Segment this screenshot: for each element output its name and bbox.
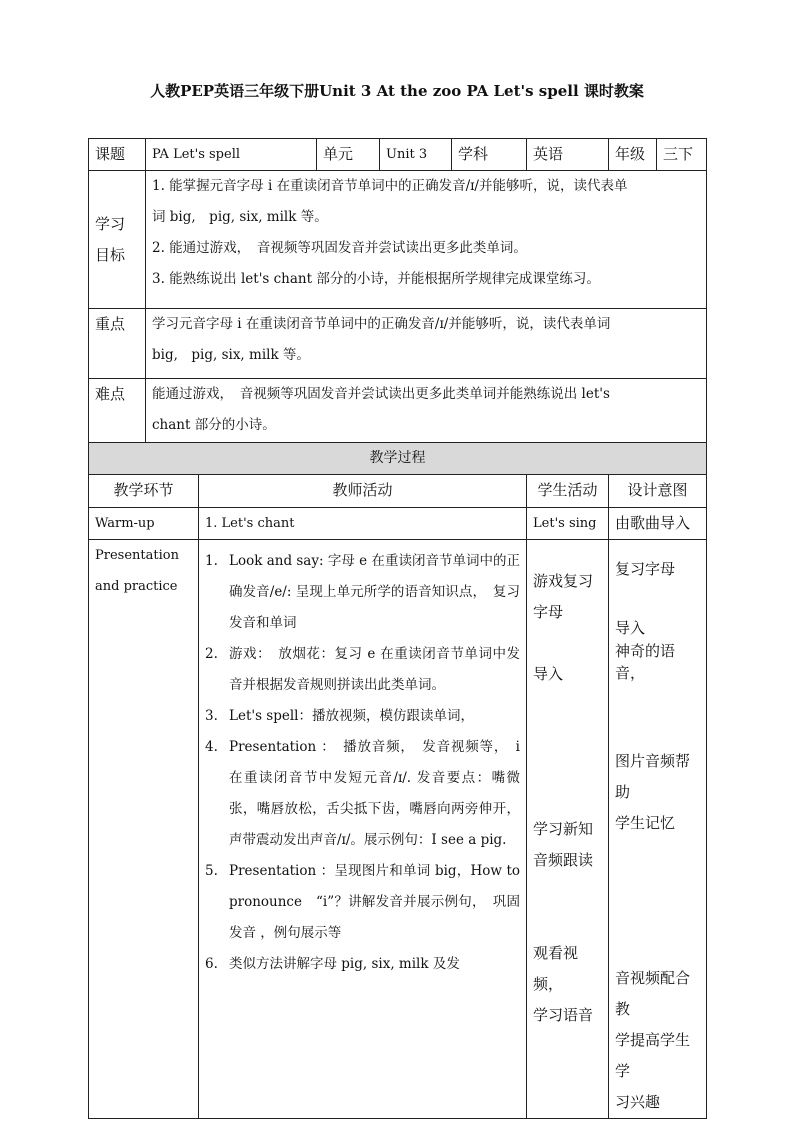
- unit-label: 单元: [317, 139, 380, 171]
- subject-value: 英语: [527, 139, 609, 171]
- key-points-label: 重点: [89, 309, 146, 379]
- teacher-step: 2. 游戏： 放烟花：复习 e 在重读闭音节单词中发音并根据发音规则拼读出此类单词。: [205, 646, 521, 693]
- teacher-step: 1. Look and say: 字母 e 在重读闭音节单词中的正确发音/e/: 呈现上单元所学的语音知识点， 复习发音和单词: [205, 553, 521, 631]
- difficulties-content: 能通过游戏， 音视频等巩固发音并尝试读出更多此类单词并能熟练说出 let's chant 部分的小诗。: [146, 379, 707, 443]
- grade-label: 年级: [609, 139, 657, 171]
- warmup-teacher: 1. Let's chant: [199, 508, 527, 540]
- col-header-design: 设计意图: [609, 475, 707, 508]
- objective-line: 2. 能通过游戏， 音视频等巩固发音并尝试读出更多此类单词。: [152, 240, 527, 256]
- col-header-stage: 教学环节: [89, 475, 199, 508]
- objectives-content: [146, 171, 707, 309]
- document-title: 人教PEP英语三年级下册Unit 3 At the zoo PA Let's spell 课时教案: [150, 82, 644, 100]
- presentation-student-activities: 游戏复习 字母 导入 学习新知 音频跟读 观看视频， 学习语音: [527, 540, 609, 1119]
- difficulties-label: 难点: [89, 379, 146, 443]
- warmup-stage: Warm-up: [89, 508, 199, 540]
- process-header: 教学过程: [89, 443, 707, 475]
- topic-value: PA Let's spell: [146, 139, 317, 171]
- col-header-student: 学生活动: [527, 475, 609, 508]
- teacher-step: 6. 类似方法讲解字母 pig, six, milk 及发: [205, 956, 460, 972]
- warmup-design: 由歌曲导入: [609, 508, 707, 540]
- lesson-plan-table: [88, 138, 707, 1119]
- key-points-content: 学习元音字母 i 在重读闭音节单词中的正确发音/ɪ/并能够听，说，读代表单词 big, pig, six, milk 等。: [146, 309, 707, 379]
- unit-value: Unit 3: [380, 139, 452, 171]
- subject-label: 学科: [452, 139, 527, 171]
- topic-label: 课题: [89, 139, 146, 171]
- col-header-teacher: 教师活动: [199, 475, 527, 508]
- objectives-label: 学习 目标: [89, 171, 146, 309]
- warmup-student: Let's sing: [527, 508, 609, 540]
- presentation-stage: Presentation and practice: [89, 540, 199, 1119]
- grade-value: 三下: [657, 139, 707, 171]
- teacher-step: 4. Presentation ： 播放音频， 发音视频等， i 在重读闭音节中发短元音/ɪ/. 发音要点：嘴微张，嘴唇放松，舌尖抵下齿，嘴唇向两旁伸开，声带震动发出声音/ɪ/。展示例句：I see a pig.: [205, 739, 521, 848]
- teacher-step: 5. Presentation ：呈现图片和单词 big，How to pronounce “i”？讲解发音并展示例句， 巩固发音 ，例句展示等: [205, 863, 521, 941]
- presentation-teacher-activities: [199, 540, 527, 1119]
- objective-line: 1. 能掌握元音字母 i 在重读闭音节单词中的正确发音/ɪ/并能够听，说，读代表单: [152, 178, 628, 194]
- objective-line: 词 big, pig, six, milk 等。: [152, 209, 328, 225]
- presentation-design-intent: 复习字母 导入 神奇的语音， 图片音频帮助 学生记忆 音视频配合教 学提高学生学 习兴趣: [609, 540, 707, 1119]
- objective-line: 3. 能熟练说出 let's chant 部分的小诗，并能根据所学规律完成课堂练习。: [152, 271, 600, 287]
- teacher-step: 3. Let's spell：播放视频，模仿跟读单词，: [205, 708, 475, 724]
